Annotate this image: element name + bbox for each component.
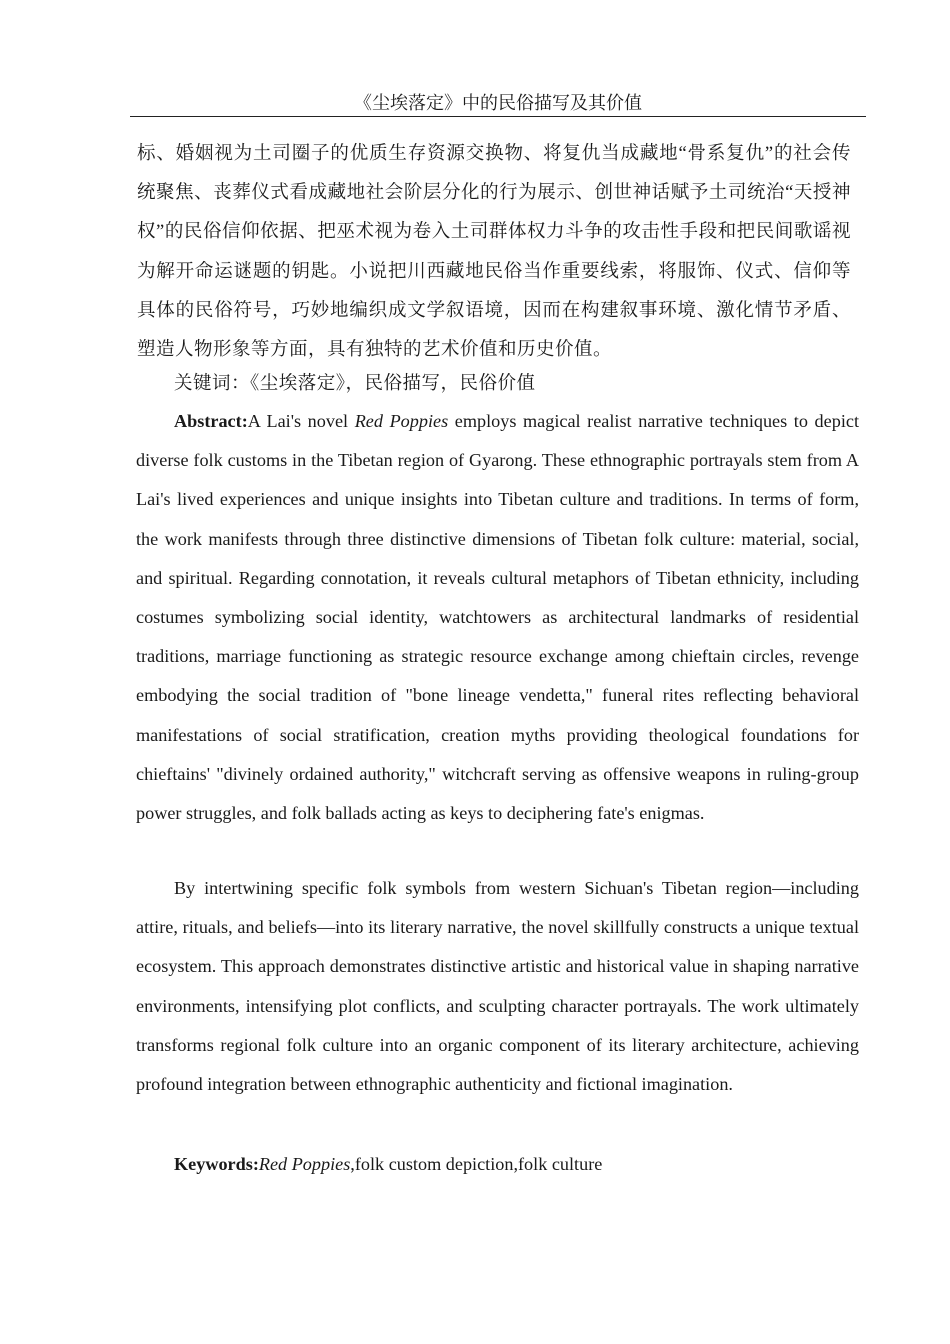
- keywords-list: ,folk custom depiction,folk culture: [350, 1154, 603, 1174]
- abstract-label: Abstract: [174, 411, 242, 431]
- chinese-keywords: 关键词：《尘埃落定》，民俗描写，民俗价值: [174, 374, 536, 394]
- english-keywords: [174, 1146, 602, 1182]
- abstract-text-lead: A Lai's novel: [247, 411, 355, 431]
- header-rule: [130, 116, 866, 117]
- abstract-label-colon: :: [241, 411, 248, 431]
- keywords-label: Keywords: [174, 1154, 253, 1174]
- english-abstract-paragraph-1: [136, 402, 859, 833]
- keywords-label-colon: :: [252, 1154, 259, 1174]
- running-header-title: 《尘埃落定》中的民俗描写及其价值: [354, 93, 642, 113]
- chinese-abstract-continuation: 标、婚姻视为土司圈子的优质生存资源交换物、将复仇当成藏地“骨系复仇”的社会传统聚焦、丧葬仪式看成藏地社会阶层分化的行为展示、创世神话赋予土司统治“天授神权”的民俗信仰依据、把巫术视为卷入土司群体权力斗争的攻击性手段和把民间歌谣视为解开命运谜题的钥匙。小说把川西藏地民俗当作重要线索，将服饰、仪式、信仰等具体的民俗符号，巧妙地编织成文学叙语境，因而在构建叙事环境、激化情节矛盾、塑造人物形象等方面，具有独特的艺术价值和历史价值。: [137, 144, 851, 361]
- abstract-text-body: employs magical realist narrative techniques to depict diverse folk customs in the Tibetan region of Gyarong. These ethnographic portrayals stem from A Lai's lived experiences and unique insights into Tibetan culture and traditions. In terms of form, the work manifests through three distinctive dimensions of Tibetan folk culture: material, social, and spiritual. Regarding connotation, it reveals cultural metaphors of Tibetan ethnicity, including costumes symbolizing social identity, watchtowers as architectural landmarks of residential traditions, marriage functioning as strategic resource exchange among chieftain circles, revenge embodying the social tradition of "bone lineage vendetta," funeral rites reflecting behavioral manifestations of social stratification, creation myths providing theological foundations for chieftains' "divinely ordained authority," witchcraft serving as offensive weapons in ruling-group power struggles, and folk ballads acting as keys to deciphering fate's enigmas.: [136, 411, 859, 824]
- english-abstract-paragraph-2: [136, 869, 859, 1104]
- novel-title: Red Poppies: [354, 411, 449, 431]
- keywords-novel-title: Red Poppies: [258, 1154, 351, 1174]
- abstract-paragraph-2-text: By intertwining specific folk symbols from western Sichuan's Tibetan region—including attire, rituals, and beliefs—into its literary narrative, the novel skillfully constructs a unique textual ecosystem. This approach demonstrates distinctive artistic and historical value in shaping narrative environments, intensifying plot conflicts, and sculpting character portrayals. The work ultimately transforms regional folk culture into an organic component of its literary architecture, achieving profound integration between ethnographic authenticity and fictional imagination.: [136, 878, 859, 1095]
